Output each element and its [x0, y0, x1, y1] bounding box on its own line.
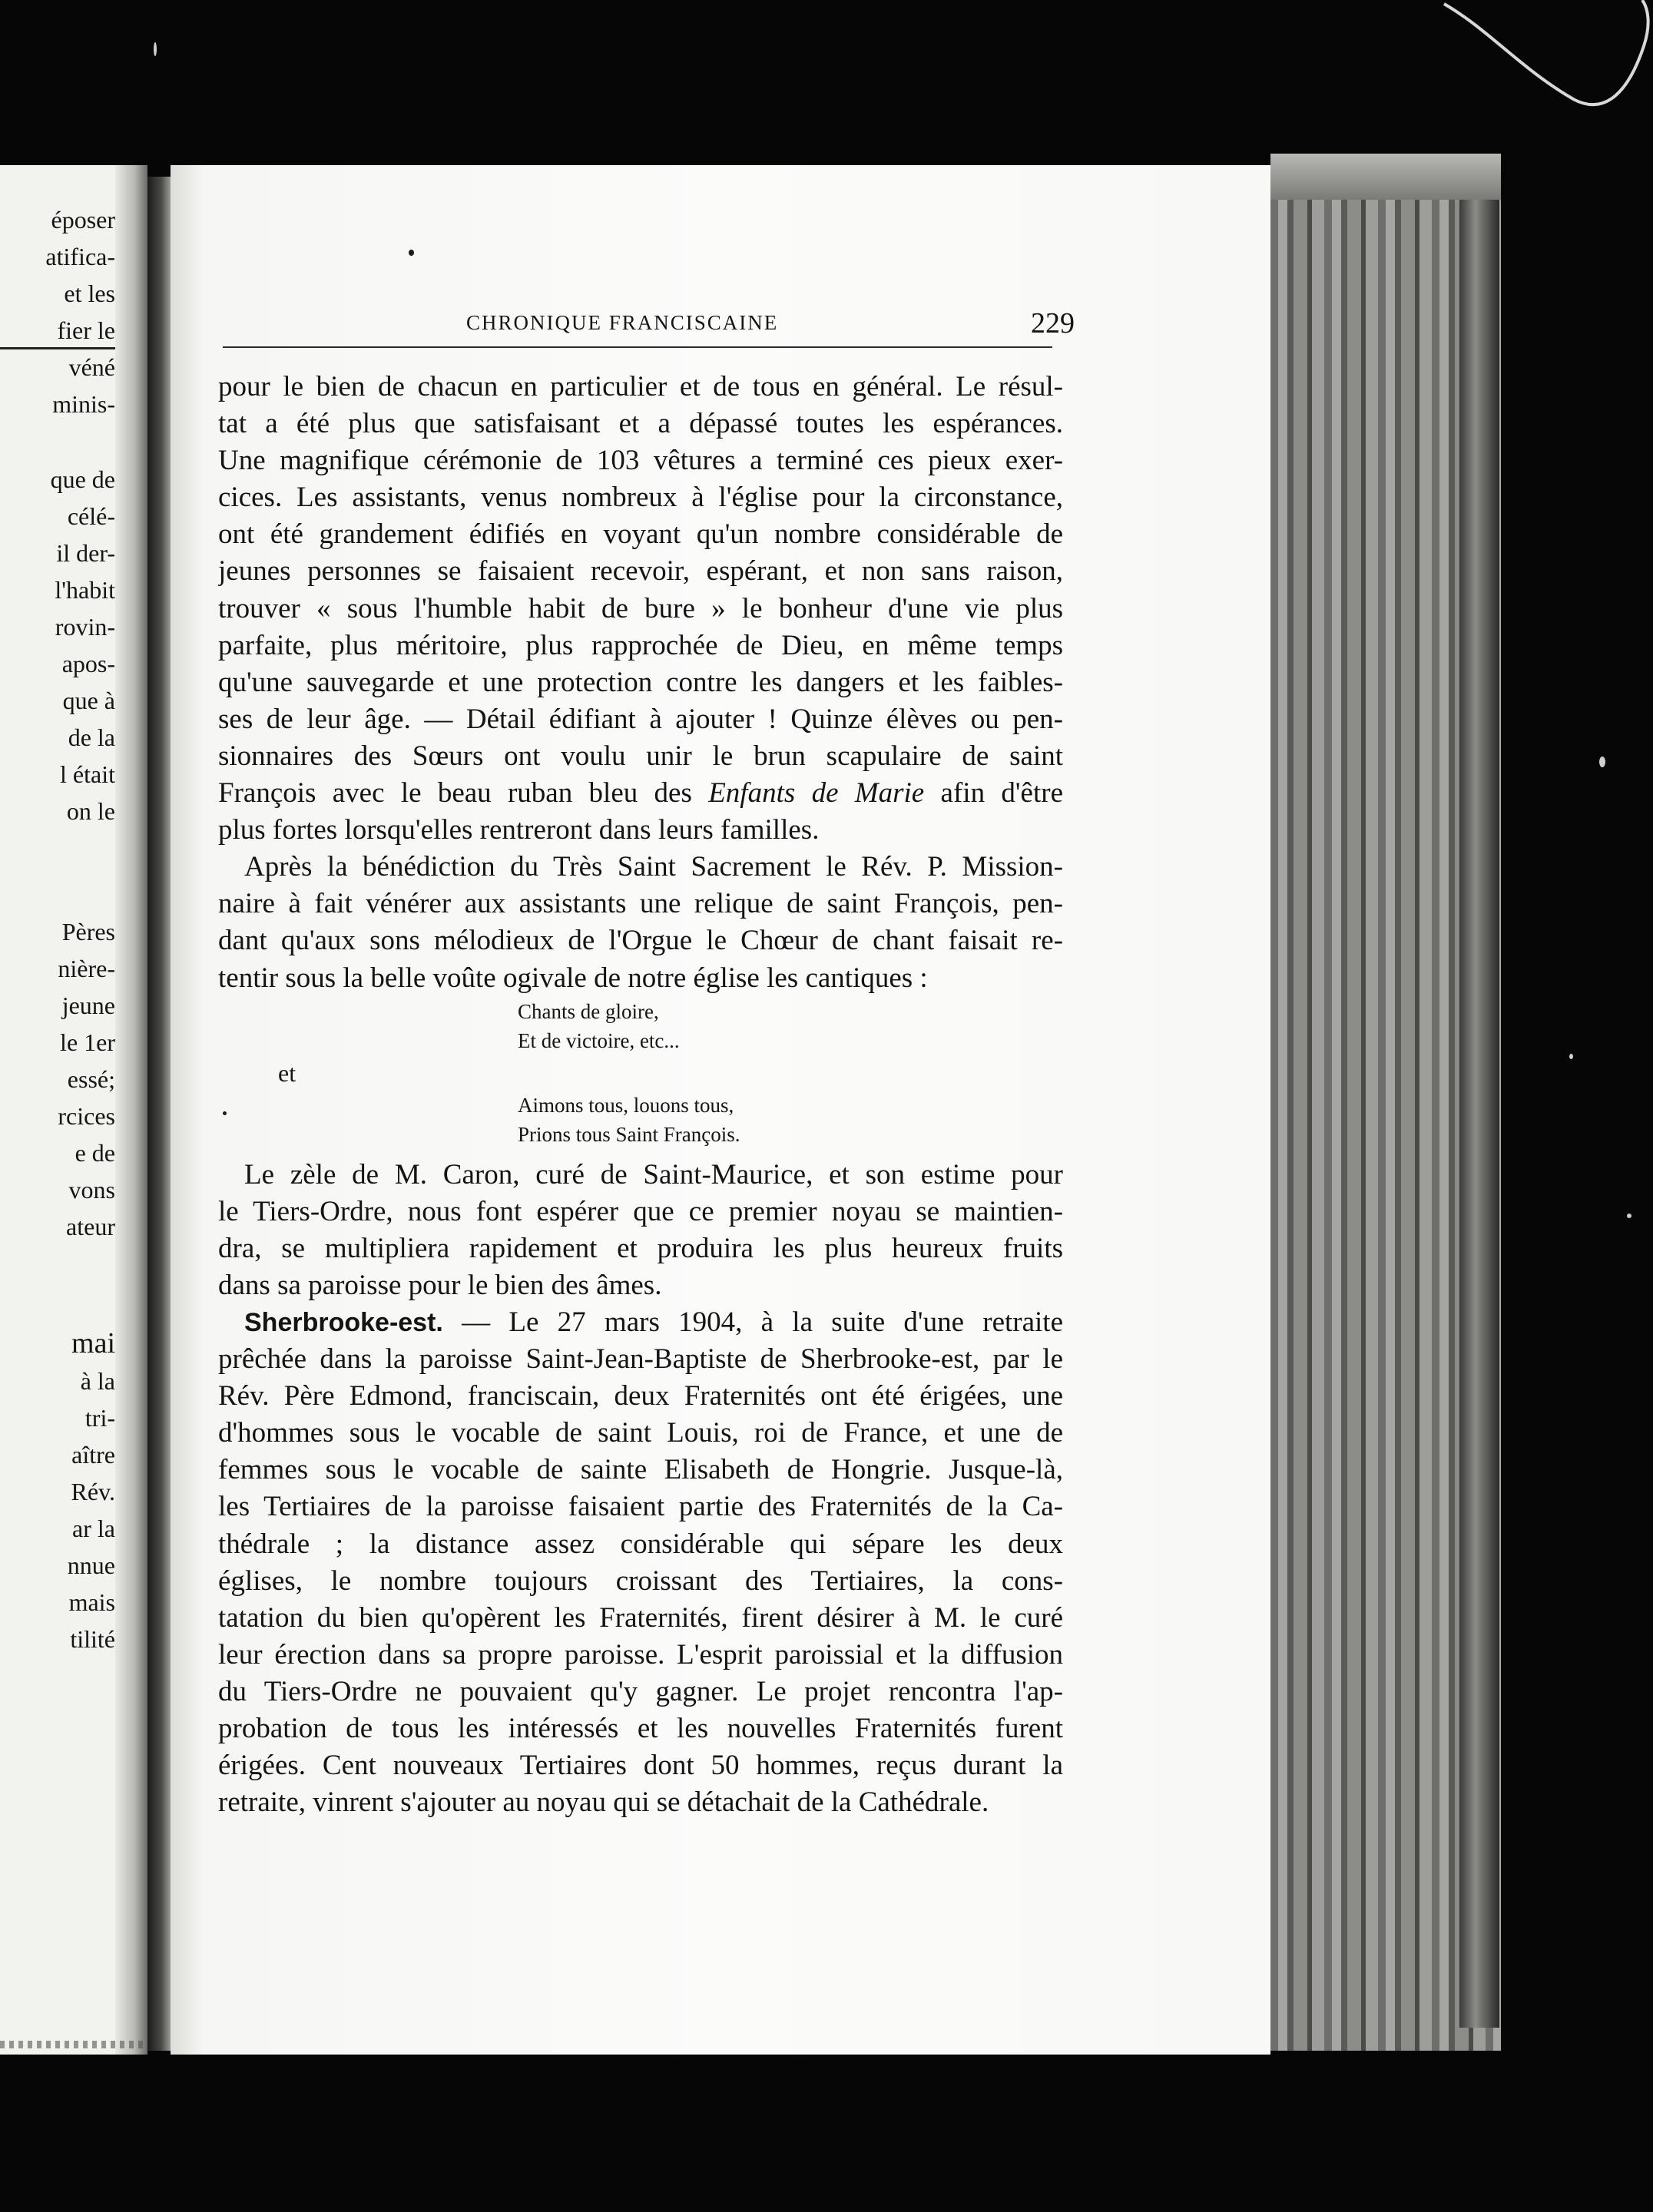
- fore-edge-top: [1270, 154, 1501, 200]
- text-line: les Tertiaires de la paroisse faisaient partie des Fraternités de la Ca-: [218, 1491, 1063, 1523]
- left-page-line-fragment: nnue: [67, 1551, 115, 1579]
- left-page-line-fragment: et les: [64, 280, 115, 307]
- left-page-line-fragment: rcices: [58, 1102, 115, 1130]
- text-line: Après la bénédiction du Très Saint Sacrement le Rév. P. Mission-: [244, 851, 1063, 883]
- dust-speck: [1569, 1054, 1573, 1059]
- text-line: parfaite, plus méritoire, plus rapprochée de Dieu, en même temps: [218, 629, 1063, 661]
- text-line: qu'une sauvegarde et une protection contre les dangers et les faibles-: [218, 666, 1063, 698]
- left-page-line-fragment: tri-: [84, 1404, 115, 1432]
- text-line: érigées. Cent nouveaux Tertiaires dont 50 hommes, reçus durant la: [218, 1750, 1063, 1782]
- left-page-line-fragment: jeune: [61, 992, 115, 1019]
- text-line: plus fortes lorsqu'elles rentreront dans leurs familles.: [218, 814, 820, 846]
- text-line: Une magnifique cérémonie de 103 vêtures a terminé ces pieux exer-: [218, 445, 1063, 477]
- text-line: tatation du bien qu'opèrent les Fraternités, firent désirer à M. le curé: [218, 1601, 1063, 1634]
- left-page-line-fragment: célé-: [67, 502, 115, 530]
- left-page-line-fragment: que de: [50, 465, 115, 493]
- text-fragment: afin d'être: [940, 777, 1063, 810]
- text-line: ont été grandement édifiés en voyant qu'un nombre considérable de: [218, 518, 1063, 551]
- text-line: Rév. Père Edmond, franciscain, deux Fraternités ont été érigées, une: [218, 1380, 1063, 1412]
- text-line: sionnaires des Sœurs ont voulu unir le brun scapulaire de saint: [218, 740, 1063, 772]
- header-rule: [223, 346, 1052, 348]
- dust-speck: [409, 250, 414, 256]
- left-page-line-fragment: il der-: [56, 539, 115, 567]
- text-line: dra, se multipliera rapidement et produira les plus heureux fruits: [218, 1232, 1063, 1264]
- left-page-line-fragment: on le: [66, 797, 115, 825]
- left-page-line-fragment: atifica-: [45, 243, 115, 270]
- text-line: le Tiers-Ordre, nous font espérer que ce premier noyau se maintien-: [218, 1195, 1063, 1227]
- text-line-with-italic: [218, 775, 1063, 812]
- text-line: pour le bien de chacun en particulier et de tous en général. Le résul-: [218, 371, 1063, 402]
- verse-line: Chants de gloire,: [518, 999, 659, 1023]
- text-line-with-heading: [218, 1304, 1063, 1341]
- dust-speck: [223, 1111, 227, 1115]
- left-gutter-shadow: [115, 165, 147, 2055]
- left-page-rule: [0, 347, 115, 349]
- left-page-line-fragment: ateur: [66, 1213, 115, 1240]
- text-line: probation de tous les intéressés et les nouvelles Fraternités furent: [218, 1713, 1063, 1744]
- left-page-line-fragment: tilité: [70, 1625, 115, 1653]
- verse-line: Prions tous Saint François.: [518, 1122, 740, 1146]
- verse-line: Aimons tous, louons tous,: [518, 1093, 734, 1117]
- text-fragment: François avec le beau ruban bleu des: [218, 777, 692, 810]
- text-line: thédrale ; la distance assez considérable qui sépare les deux: [218, 1528, 1063, 1560]
- left-page-line-fragment: aître: [71, 1441, 115, 1469]
- dust-speck: [1599, 757, 1605, 767]
- left-page-fragment: [0, 165, 147, 2055]
- left-page-line-fragment: minis-: [52, 390, 115, 418]
- text-fragment: — Le 27 mars 1904, à la suite d'une retraite: [462, 1306, 1063, 1338]
- left-page-line-fragment: fier le: [57, 316, 115, 344]
- text-line: dans sa paroisse pour le bien des âmes.: [218, 1269, 662, 1301]
- italic-title: Enfants de Marie: [708, 777, 925, 810]
- text-line: ses de leur âge. — Détail édifiant à ajouter ! Quinze élèves ou pen-: [218, 703, 1063, 735]
- left-page-line-fragment: mais: [68, 1588, 115, 1616]
- text-line: Le zèle de M. Caron, curé de Saint-Maurice, et son estime pour: [244, 1158, 1063, 1190]
- left-page-line-fragment: Rév.: [71, 1478, 115, 1505]
- page-number: 229: [1031, 307, 1075, 339]
- verse-line: Et de victoire, etc...: [518, 1028, 680, 1052]
- left-page-bottom-edge: [0, 2041, 146, 2048]
- text-line: dant qu'aux sons mélodieux de l'Orgue le Chœur de chant faisait re-: [218, 925, 1063, 957]
- text-line: retraite, vinrent s'ajouter au noyau qui se détachait de la Cathédrale.: [218, 1786, 989, 1819]
- verse-gap: [218, 1149, 1063, 1157]
- left-page-line-fragment: essé;: [67, 1065, 115, 1093]
- book-cover-edge: [1459, 200, 1499, 2028]
- text-line: tat a été plus que satisfaisant et a dépassé toutes les espérances.: [218, 408, 1063, 440]
- left-page-line-fragment: que à: [62, 687, 115, 714]
- text-line: églises, le nombre toujours croissant des Tertiaires, la cons-: [218, 1565, 1063, 1597]
- left-page-line-fragment: l était: [60, 760, 115, 788]
- right-page: [171, 165, 1270, 2055]
- dust-speck: [1627, 1214, 1631, 1218]
- text-line: cices. Les assistants, venus nombreux à l'église pour la circonstance,: [218, 482, 1063, 514]
- text-line: femmes sous le vocable de sainte Elisabeth de Hongrie. Jusque-là,: [218, 1454, 1063, 1486]
- left-page-line-fragment: à la: [80, 1367, 115, 1395]
- text-line: leur érection dans sa propre paroisse. L'esprit paroissial et la diffusion: [218, 1638, 1063, 1671]
- page-body: [218, 369, 1063, 1821]
- left-page-line-fragment: véné: [68, 353, 115, 381]
- left-page-line-fragment: époser: [51, 206, 115, 233]
- left-page-line-fragment: mai: [71, 1327, 115, 1359]
- left-page-line-fragment: de la: [68, 724, 115, 751]
- left-page-line-fragment: apos-: [61, 650, 115, 677]
- left-page-line-fragment: ar la: [72, 1515, 115, 1542]
- text-line: naire à fait vénérer aux assistants une relique de saint François, pen-: [218, 888, 1063, 920]
- dust-speck: [154, 42, 157, 56]
- left-page-line-fragment: le 1er: [60, 1028, 115, 1056]
- thread-squiggle: [1398, 0, 1653, 115]
- text-line: prêchée dans la paroisse Saint-Jean-Baptiste de Sherbrooke-est, par le: [218, 1343, 1063, 1376]
- verse-connector: et: [278, 1058, 296, 1087]
- text-line: trouver « sous l'humble habit de bure » le bonheur d'une vie plus: [218, 592, 1063, 624]
- text-line: jeunes personnes se faisaient recevoir, espérant, et non sans raison,: [218, 555, 1063, 588]
- left-page-line-fragment: e de: [75, 1139, 115, 1167]
- text-line: tentir sous la belle voûte ogivale de notre église les cantiques :: [218, 962, 928, 994]
- left-page-line-fragment: Pères: [61, 918, 115, 945]
- text-line: du Tiers-Ordre ne pouvaient qu'y gagner. Le projet rencontra l'ap-: [218, 1675, 1063, 1707]
- spine-shadow: [147, 177, 171, 2051]
- left-page-line-fragment: vons: [68, 1176, 115, 1204]
- place-heading: Sherbrooke-est.: [244, 1307, 443, 1337]
- left-page-line-fragment: nière-: [58, 955, 115, 982]
- text-line: d'hommes sous le vocable de saint Louis, roi de France, et une de: [218, 1417, 1063, 1449]
- running-head: CHRONIQUE FRANCISCAINE: [466, 311, 779, 334]
- left-page-line-fragment: l'habit: [55, 576, 115, 604]
- left-page-line-fragment: rovin-: [55, 613, 115, 641]
